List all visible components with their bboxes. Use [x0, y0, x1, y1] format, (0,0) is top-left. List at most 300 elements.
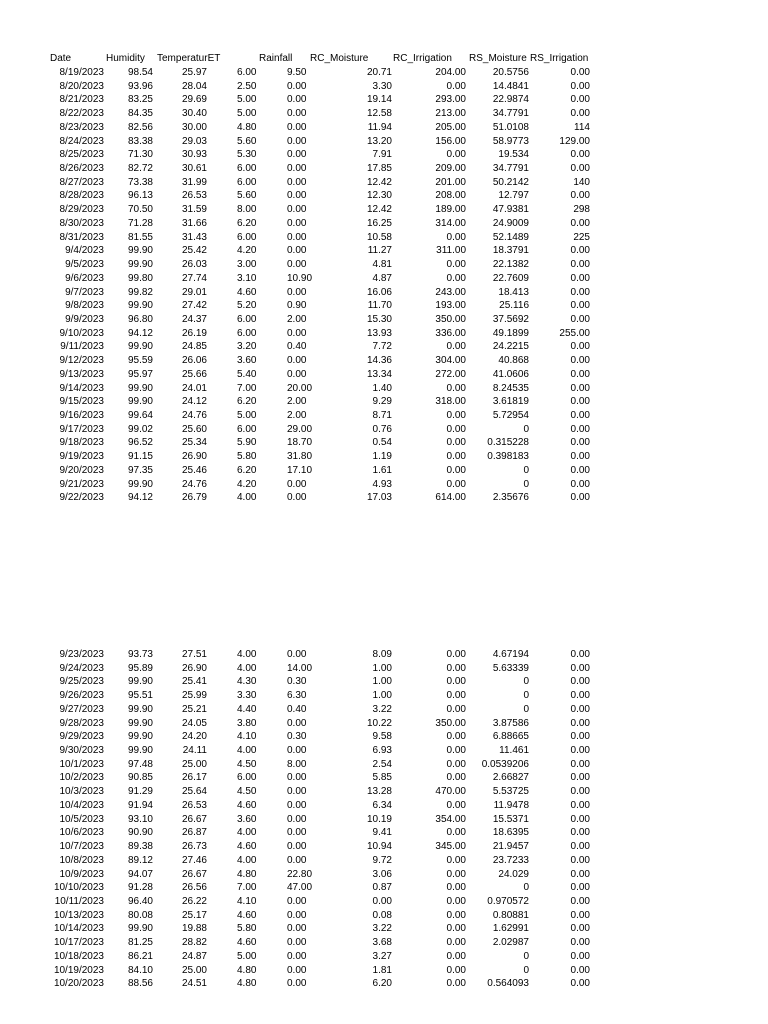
cell-rc-moisture: 10.94 — [366, 841, 392, 853]
cell-rc-irrigation: 0.00 — [446, 649, 466, 660]
cell-rc-moisture: 11.27 — [367, 245, 392, 257]
cell-rs-moisture: 0 — [523, 950, 529, 962]
cell-rs-irrigation: 0.00 — [570, 368, 590, 380]
cell-rc-irrigation: 0.00 — [446, 451, 466, 463]
cell-rainfall: 0.00 — [287, 231, 307, 243]
cell-et: 6.20 — [237, 464, 257, 476]
cell-rs-irrigation: 0.00 — [570, 649, 590, 660]
cell-rc-irrigation: 318.00 — [435, 396, 466, 408]
cell-temperature: 25.42 — [181, 245, 207, 257]
cell-temperature: 25.21 — [181, 703, 207, 715]
cell-rainfall: 31.80 — [287, 451, 313, 463]
cell-date: 9/24/2023 — [59, 662, 104, 674]
header-rs-moisture: RS_Moisture — [469, 53, 527, 64]
cell-temperature: 24.20 — [181, 731, 207, 743]
cell-rs-irrigation: 0.00 — [570, 478, 590, 490]
cell-et: 4.80 — [237, 964, 257, 976]
header-date: Date — [50, 53, 72, 64]
cell-date: 10/18/2023 — [53, 950, 104, 962]
cell-rc-irrigation: 354.00 — [435, 813, 466, 825]
cell-rc-moisture: 17.03 — [366, 492, 392, 504]
header-rs-irrigation: RS_Irrigation — [530, 53, 589, 64]
cell-rainfall: 9.50 — [287, 67, 307, 78]
cell-rs-moisture: 0 — [523, 423, 529, 435]
cell-rs-irrigation: 0.00 — [570, 676, 590, 688]
cell-rainfall: 0.00 — [287, 286, 307, 298]
cell-rc-moisture: 0.08 — [372, 909, 392, 921]
cell-rainfall: 6.30 — [287, 690, 307, 702]
cell-rs-moisture: 0 — [523, 690, 529, 702]
cell-rc-irrigation: 0.00 — [446, 703, 466, 715]
cell-humidity: 93.73 — [127, 649, 153, 660]
cell-rc-moisture: 1.81 — [372, 964, 392, 976]
cell-rc-irrigation: 0.00 — [446, 478, 466, 490]
cell-rs-irrigation: 0.00 — [570, 300, 590, 312]
cell-humidity: 95.59 — [127, 355, 153, 367]
cell-humidity: 96.52 — [127, 437, 153, 449]
cell-rainfall: 0.00 — [287, 80, 307, 92]
cell-humidity: 89.12 — [127, 854, 153, 866]
cell-rc-moisture: 4.87 — [372, 272, 392, 284]
cell-humidity: 93.96 — [127, 80, 153, 92]
cell-rs-moisture: 21.9457 — [492, 841, 529, 853]
cell-et: 4.00 — [237, 827, 257, 839]
cell-rainfall: 10.90 — [287, 272, 313, 284]
cell-rc-irrigation: 0.00 — [446, 950, 466, 962]
cell-et: 5.30 — [237, 149, 257, 161]
cell-date: 9/22/2023 — [59, 492, 104, 504]
cell-rc-irrigation: 0.00 — [446, 662, 466, 674]
cell-et: 3.60 — [237, 355, 257, 367]
cell-temperature: 24.76 — [181, 478, 207, 490]
cell-humidity: 94.07 — [127, 868, 153, 880]
cell-date: 9/30/2023 — [59, 745, 104, 757]
cell-date: 9/10/2023 — [59, 327, 104, 339]
cell-rainfall: 0.00 — [287, 163, 307, 175]
cell-rainfall: 0.00 — [287, 978, 307, 990]
cell-rc-irrigation: 336.00 — [435, 327, 466, 339]
cell-rainfall: 0.30 — [287, 731, 307, 743]
cell-rainfall: 0.00 — [287, 217, 307, 229]
cell-et: 6.00 — [237, 772, 257, 784]
cell-rc-irrigation: 0.00 — [446, 827, 466, 839]
cell-rc-irrigation: 0.00 — [446, 676, 466, 688]
cell-rainfall: 47.00 — [287, 882, 313, 894]
cell-rainfall: 0.00 — [287, 923, 307, 935]
cell-rs-irrigation: 0.00 — [570, 437, 590, 449]
cell-humidity: 99.82 — [127, 286, 153, 298]
cell-rc-irrigation: 208.00 — [435, 190, 466, 202]
cell-et: 4.50 — [237, 758, 257, 770]
cell-rainfall: 0.00 — [287, 327, 307, 339]
cell-rs-moisture: 24.029 — [498, 868, 529, 880]
cell-rc-moisture: 16.06 — [366, 286, 392, 298]
cell-rs-moisture: 58.9773 — [492, 135, 529, 147]
cell-temperature: 30.00 — [181, 121, 207, 133]
cell-temperature: 24.87 — [181, 950, 207, 962]
cell-humidity: 99.90 — [127, 923, 153, 935]
cell-humidity: 94.12 — [127, 492, 153, 504]
cell-rs-moisture: 1.62991 — [492, 923, 529, 935]
cell-rc-irrigation: 0.00 — [446, 690, 466, 702]
cell-humidity: 86.21 — [127, 950, 153, 962]
cell-rc-moisture: 10.58 — [366, 231, 392, 243]
cell-rc-moisture: 12.58 — [366, 108, 392, 120]
cell-temperature: 26.67 — [181, 813, 207, 825]
cell-rs-irrigation: 0.00 — [570, 827, 590, 839]
cell-date: 9/13/2023 — [59, 368, 104, 380]
cell-rc-moisture: 3.06 — [372, 868, 392, 880]
cell-rc-moisture: 12.42 — [366, 176, 392, 188]
cell-rc-irrigation: 0.00 — [446, 149, 466, 161]
cell-humidity: 96.13 — [127, 190, 153, 202]
cell-rc-moisture: 13.34 — [366, 368, 392, 380]
cell-et: 8.00 — [237, 204, 257, 216]
cell-rc-moisture: 11.70 — [367, 300, 392, 312]
cell-rs-moisture: 24.9009 — [492, 217, 529, 229]
cell-rainfall: 0.00 — [287, 964, 307, 976]
cell-rs-irrigation: 0.00 — [570, 950, 590, 962]
cell-temperature: 25.60 — [181, 423, 207, 435]
cell-rc-irrigation: 0.00 — [446, 423, 466, 435]
cell-date: 9/16/2023 — [59, 410, 104, 421]
cell-rainfall: 0.00 — [287, 717, 307, 729]
cell-rc-moisture: 0.00 — [372, 895, 392, 907]
cell-et: 7.00 — [237, 382, 257, 394]
cell-temperature: 24.05 — [181, 717, 207, 729]
cell-rc-moisture: 3.30 — [372, 80, 392, 92]
cell-humidity: 99.90 — [127, 382, 153, 394]
cell-rs-moisture: 49.1899 — [492, 327, 529, 339]
cell-rc-irrigation: 304.00 — [435, 355, 466, 367]
cell-et: 6.00 — [237, 163, 257, 175]
cell-rs-irrigation: 140 — [573, 176, 590, 188]
cell-rs-moisture: 22.1382 — [492, 259, 529, 271]
cell-rc-irrigation: 0.00 — [446, 758, 466, 770]
cell-temperature: 27.46 — [181, 854, 207, 866]
cell-rs-moisture: 5.53725 — [492, 786, 529, 798]
cell-date: 10/8/2023 — [59, 854, 104, 866]
cell-date: 8/23/2023 — [59, 121, 104, 133]
cell-et: 4.00 — [237, 745, 257, 757]
cell-rainfall: 0.00 — [287, 937, 307, 949]
cell-humidity: 94.12 — [127, 327, 153, 339]
cell-temperature: 26.79 — [181, 492, 207, 504]
cell-rs-irrigation: 0.00 — [570, 190, 590, 202]
cell-rs-irrigation: 0.00 — [570, 80, 590, 92]
cell-et: 4.60 — [237, 799, 257, 811]
cell-humidity: 88.56 — [127, 978, 153, 990]
cell-et: 4.10 — [237, 895, 257, 907]
cell-temperature: 26.53 — [181, 799, 207, 811]
cell-humidity: 91.15 — [127, 451, 153, 463]
cell-et: 4.80 — [237, 868, 257, 880]
cell-rs-irrigation: 0.00 — [570, 690, 590, 702]
cell-rc-irrigation: 0.00 — [446, 923, 466, 935]
cell-rainfall: 0.00 — [287, 909, 307, 921]
cell-temperature: 24.37 — [181, 313, 207, 325]
cell-humidity: 99.90 — [127, 300, 153, 312]
cell-rs-moisture: 24.2215 — [492, 341, 529, 353]
cell-temperature: 24.51 — [181, 978, 207, 990]
cell-et: 5.80 — [237, 923, 257, 935]
cell-date: 9/17/2023 — [59, 423, 104, 435]
cell-rs-irrigation: 0.00 — [570, 245, 590, 257]
cell-rainfall: 2.00 — [287, 313, 307, 325]
cell-rainfall: 0.00 — [287, 190, 307, 202]
cell-rc-irrigation: 205.00 — [435, 121, 466, 133]
cell-rc-moisture: 13.93 — [366, 327, 392, 339]
cell-humidity: 99.90 — [127, 745, 153, 757]
cell-rs-moisture: 22.9874 — [492, 94, 529, 106]
cell-date: 9/7/2023 — [65, 286, 104, 298]
cell-rs-irrigation: 0.00 — [570, 149, 590, 161]
cell-humidity: 91.94 — [127, 799, 153, 811]
cell-temperature: 31.59 — [181, 204, 207, 216]
cell-rs-irrigation: 0.00 — [570, 94, 590, 106]
cell-date: 9/4/2023 — [65, 245, 104, 257]
cell-temperature: 26.73 — [181, 841, 207, 853]
cell-date: 9/6/2023 — [65, 272, 104, 284]
cell-rainfall: 0.00 — [287, 108, 307, 120]
cell-rc-moisture: 15.30 — [366, 313, 392, 325]
cell-rs-moisture: 3.61819 — [492, 396, 529, 408]
cell-rs-moisture: 52.1489 — [492, 231, 529, 243]
cell-date: 10/9/2023 — [59, 868, 104, 880]
cell-rs-irrigation: 0.00 — [570, 786, 590, 798]
cell-et: 5.40 — [237, 368, 257, 380]
cell-rs-irrigation: 0.00 — [570, 272, 590, 284]
cell-humidity: 99.90 — [127, 717, 153, 729]
cell-et: 3.30 — [237, 690, 257, 702]
header-humidity: Humidity — [106, 53, 145, 64]
cell-rs-irrigation: 0.00 — [570, 341, 590, 353]
cell-rs-moisture: 4.67194 — [492, 649, 529, 660]
cell-rs-moisture: 0.315228 — [487, 437, 529, 449]
cell-rc-irrigation: 201.00 — [435, 176, 466, 188]
cell-rc-moisture: 19.14 — [366, 94, 392, 106]
cell-rs-moisture: 19.534 — [498, 149, 529, 161]
cell-rs-irrigation: 298 — [573, 204, 590, 216]
cell-temperature: 29.69 — [181, 94, 207, 106]
cell-rainfall: 0.00 — [287, 355, 307, 367]
cell-rs-irrigation: 0.00 — [570, 745, 590, 757]
cell-rs-moisture: 18.413 — [498, 286, 529, 298]
cell-humidity: 73.38 — [127, 176, 153, 188]
cell-rainfall: 0.00 — [287, 895, 307, 907]
cell-rs-moisture: 0 — [523, 676, 529, 688]
cell-date: 9/11/2023 — [60, 341, 104, 353]
cell-rs-moisture: 20.5756 — [492, 67, 529, 78]
cell-et: 6.00 — [237, 176, 257, 188]
cell-date: 8/25/2023 — [59, 149, 104, 161]
cell-rs-irrigation: 0.00 — [570, 882, 590, 894]
cell-humidity: 99.64 — [127, 410, 153, 421]
cell-temperature: 24.85 — [181, 341, 207, 353]
cell-humidity: 96.80 — [127, 313, 153, 325]
cell-humidity: 90.85 — [127, 772, 153, 784]
cell-temperature: 25.34 — [181, 437, 207, 449]
cell-rs-irrigation: 0.00 — [570, 758, 590, 770]
cell-et: 5.60 — [237, 135, 257, 147]
cell-rc-moisture: 20.71 — [366, 67, 392, 78]
cell-rc-irrigation: 0.00 — [446, 437, 466, 449]
cell-rs-irrigation: 0.00 — [570, 772, 590, 784]
cell-rc-moisture: 1.19 — [372, 451, 392, 463]
cell-rainfall: 0.00 — [287, 799, 307, 811]
cell-rc-irrigation: 272.00 — [435, 368, 466, 380]
cell-rainfall: 0.00 — [287, 813, 307, 825]
cell-rc-irrigation: 156.00 — [435, 135, 466, 147]
cell-rainfall: 0.00 — [287, 149, 307, 161]
cell-temperature: 19.88 — [181, 923, 207, 935]
cell-rc-irrigation: 193.00 — [435, 300, 466, 312]
cell-humidity: 84.35 — [127, 108, 153, 120]
cell-date: 9/5/2023 — [65, 259, 104, 271]
cell-temperature: 27.42 — [181, 300, 207, 312]
cell-date: 9/27/2023 — [59, 703, 104, 715]
cell-et: 4.20 — [237, 478, 257, 490]
cell-rainfall: 0.00 — [287, 176, 307, 188]
cell-et: 5.00 — [237, 950, 257, 962]
cell-humidity: 90.90 — [127, 827, 153, 839]
cell-rs-irrigation: 0.00 — [570, 662, 590, 674]
cell-rc-moisture: 1.00 — [372, 690, 392, 702]
cell-temperature: 28.82 — [181, 937, 207, 949]
cell-humidity: 91.28 — [127, 882, 153, 894]
cell-temperature: 26.67 — [181, 868, 207, 880]
cell-rainfall: 0.00 — [287, 649, 307, 660]
cell-rc-irrigation: 0.00 — [446, 772, 466, 784]
cell-et: 4.80 — [237, 978, 257, 990]
cell-humidity: 71.30 — [127, 149, 153, 161]
cell-rc-irrigation: 209.00 — [435, 163, 466, 175]
cell-humidity: 80.08 — [127, 909, 153, 921]
cell-rs-irrigation: 0.00 — [570, 108, 590, 120]
cell-rc-moisture: 1.61 — [372, 464, 392, 476]
cell-et: 6.00 — [237, 313, 257, 325]
cell-rainfall: 18.70 — [287, 437, 313, 449]
cell-rc-moisture: 11.94 — [367, 121, 392, 133]
cell-temperature: 30.61 — [181, 163, 207, 175]
cell-rc-moisture: 1.00 — [372, 676, 392, 688]
cell-et: 6.00 — [237, 231, 257, 243]
cell-rc-moisture: 0.54 — [372, 437, 392, 449]
cell-humidity: 81.55 — [127, 231, 153, 243]
cell-rs-moisture: 0.564093 — [487, 978, 529, 990]
cell-rs-irrigation: 0.00 — [570, 909, 590, 921]
cell-temperature: 29.03 — [181, 135, 207, 147]
cell-humidity: 97.35 — [127, 464, 153, 476]
cell-rainfall: 0.00 — [287, 492, 307, 504]
cell-rainfall: 0.90 — [287, 300, 307, 312]
cell-rs-moisture: 0.0539206 — [481, 758, 529, 770]
cell-rainfall: 0.00 — [287, 772, 307, 784]
cell-temperature: 25.66 — [181, 368, 207, 380]
cell-rainfall: 0.00 — [287, 94, 307, 106]
cell-et: 3.00 — [237, 259, 257, 271]
cell-rc-moisture: 17.85 — [366, 163, 392, 175]
cell-rainfall: 0.00 — [287, 368, 307, 380]
cell-date: 9/14/2023 — [59, 382, 104, 394]
cell-rainfall: 0.00 — [287, 745, 307, 757]
cell-rainfall: 0.40 — [287, 703, 307, 715]
cell-rainfall: 22.80 — [287, 868, 313, 880]
cell-date: 9/21/2023 — [59, 478, 104, 490]
cell-rainfall: 14.00 — [287, 662, 313, 674]
cell-rs-irrigation: 0.00 — [570, 492, 590, 504]
cell-et: 3.80 — [237, 717, 257, 729]
cell-humidity: 84.10 — [127, 964, 153, 976]
cell-rc-moisture: 9.29 — [372, 396, 392, 408]
cell-rs-moisture: 6.88665 — [492, 731, 529, 743]
cell-et: 4.30 — [237, 676, 257, 688]
cell-rs-irrigation: 0.00 — [570, 854, 590, 866]
cell-date: 9/23/2023 — [59, 649, 104, 660]
cell-date: 9/19/2023 — [59, 451, 104, 463]
cell-temperature: 24.11 — [182, 745, 207, 757]
cell-humidity: 83.25 — [127, 94, 153, 106]
cell-temperature: 25.00 — [181, 758, 207, 770]
cell-rs-irrigation: 255.00 — [559, 327, 590, 339]
cell-humidity: 93.10 — [127, 813, 153, 825]
cell-humidity: 99.80 — [127, 272, 153, 284]
cell-temperature: 30.93 — [181, 149, 207, 161]
cell-rainfall: 0.30 — [287, 676, 307, 688]
cell-rs-irrigation: 0.00 — [570, 717, 590, 729]
cell-et: 4.60 — [237, 841, 257, 853]
cell-rs-moisture: 34.7791 — [492, 163, 529, 175]
cell-rs-moisture: 47.9381 — [492, 204, 529, 216]
cell-rc-irrigation: 243.00 — [435, 286, 466, 298]
cell-et: 4.60 — [237, 909, 257, 921]
cell-rc-moisture: 3.68 — [372, 937, 392, 949]
cell-et: 7.00 — [237, 882, 257, 894]
cell-rs-irrigation: 0.00 — [570, 259, 590, 271]
cell-humidity: 95.97 — [127, 368, 153, 380]
cell-rs-moisture: 0.80881 — [492, 909, 529, 921]
cell-rc-moisture: 0.87 — [372, 882, 392, 894]
cell-temperature: 27.74 — [181, 272, 207, 284]
cell-rc-irrigation: 311.00 — [436, 245, 466, 257]
cell-rainfall: 0.00 — [287, 121, 307, 133]
cell-temperature: 24.01 — [181, 382, 207, 394]
cell-rs-moisture: 0.398183 — [487, 451, 529, 463]
cell-rc-irrigation: 0.00 — [446, 895, 466, 907]
cell-temperature: 31.66 — [181, 217, 207, 229]
cell-date: 8/24/2023 — [59, 135, 104, 147]
cell-date: 9/12/2023 — [59, 355, 104, 367]
cell-temperature: 26.90 — [181, 451, 207, 463]
cell-rc-moisture: 2.54 — [372, 758, 392, 770]
cell-rs-moisture: 51.0108 — [492, 121, 529, 133]
cell-rc-irrigation: 0.00 — [446, 937, 466, 949]
cell-rc-irrigation: 0.00 — [446, 868, 466, 880]
cell-rainfall: 0.40 — [287, 341, 307, 353]
cell-temperature: 30.40 — [181, 108, 207, 120]
cell-rainfall: 0.00 — [287, 950, 307, 962]
cell-humidity: 71.28 — [127, 217, 153, 229]
cell-temperature: 25.64 — [181, 786, 207, 798]
cell-rs-moisture: 2.02987 — [492, 937, 529, 949]
cell-date: 10/7/2023 — [59, 841, 104, 853]
cell-rs-moisture: 5.72954 — [492, 410, 529, 421]
cell-rs-irrigation: 0.00 — [570, 464, 590, 476]
cell-humidity: 99.90 — [127, 341, 153, 353]
cell-rc-irrigation: 470.00 — [435, 786, 466, 798]
cell-rc-moisture: 6.34 — [372, 799, 392, 811]
cell-temperature: 26.53 — [181, 190, 207, 202]
